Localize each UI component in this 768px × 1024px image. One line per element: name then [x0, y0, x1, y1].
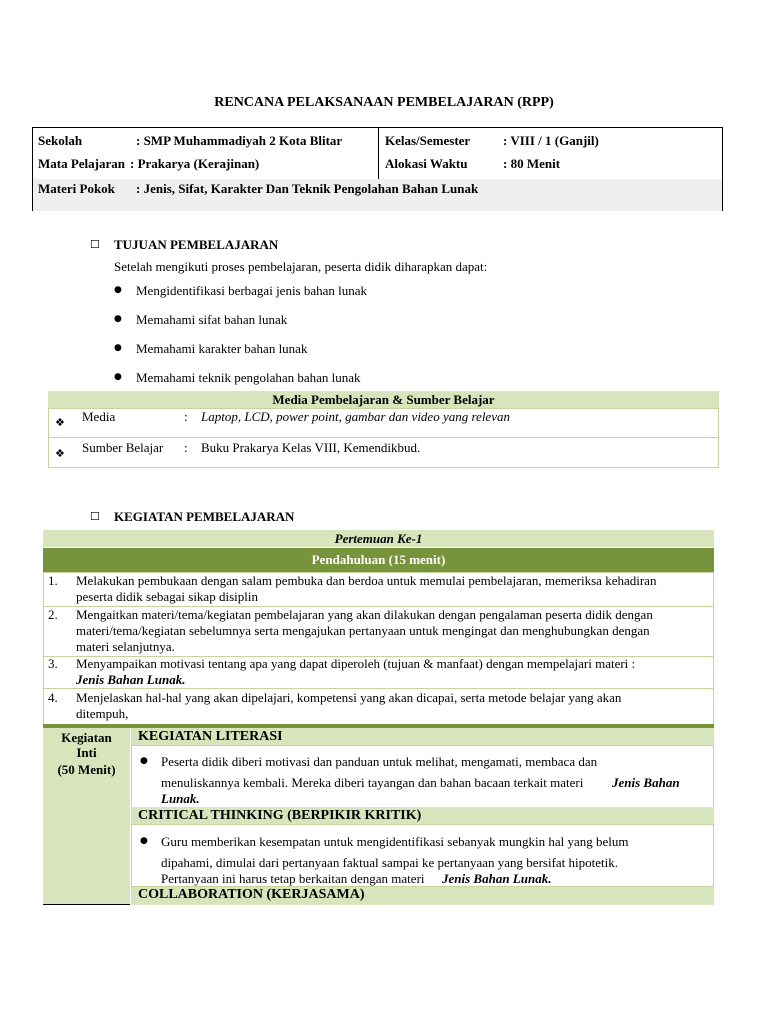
mapel-label: Mata Pelajaran	[38, 156, 126, 171]
media-heading: Media Pembelajaran & Sumber Belajar	[48, 391, 719, 408]
checkbox-icon: ☐	[90, 238, 100, 251]
bullet-icon: ●	[114, 372, 122, 382]
bullet-icon: ●	[114, 343, 122, 353]
critical-text: Guru memberikan kesempatan untuk mengidentifikasi sebanyak mungkin hal yang belum	[161, 834, 629, 849]
critical-text: dipahami, dimulai dari pertanyaan faktual sampai ke pertanyaan yang bersifat hipotetik.	[161, 855, 618, 870]
checkbox-icon: ☐	[90, 510, 100, 523]
pertemuan-label: Pertemuan Ke-1	[43, 530, 714, 547]
alokasi-value: : 80 Menit	[503, 156, 561, 171]
media-value: Laptop, LCD, power point, gambar dan video yang relevan	[201, 409, 510, 424]
alokasi-label: Alokasi Waktu	[385, 156, 468, 171]
step-number: 1.	[48, 573, 58, 588]
bullet-icon: ●	[140, 756, 148, 766]
step-text: ditempuh,	[76, 706, 129, 721]
bullet-icon: ●	[114, 314, 122, 324]
step-text: Melakukan pembukaan dengan salam pembuka dan berdoa untuk memulai pembelajaran, memeriksa kehadiran	[76, 573, 657, 588]
inti-label: Inti	[76, 745, 97, 760]
literasi-text: menuliskannya kembali. Mereka diberi tayangan dan bahan bacaan terkait materi	[161, 775, 584, 790]
sekolah-label: Sekolah	[38, 133, 83, 148]
step-emphasis: Jenis Bahan Lunak.	[76, 672, 186, 687]
collab-heading: COLLABORATION (KERJASAMA)	[138, 887, 365, 902]
literasi-emphasis: Lunak.	[161, 791, 200, 806]
info-table	[32, 127, 723, 211]
kelas-label: Kelas/Semester	[385, 133, 471, 148]
step-text: materi/tema/kegiatan sebelumnya serta mengajukan pertanyaan untuk mengingat dan menghubungkan dengan	[76, 623, 650, 638]
mapel-value: : Prakarya (Kerajinan)	[130, 156, 260, 171]
sumber-sep: :	[184, 440, 188, 455]
tujuan-item: Memahami karakter bahan lunak	[136, 341, 308, 356]
pendahuluan-header: Pendahuluan (15 menit)	[43, 548, 714, 572]
literasi-emphasis: Jenis Bahan	[612, 775, 680, 790]
critical-text: Pertanyaan ini harus tetap berkaitan dengan materi	[161, 871, 425, 886]
media-sep: :	[184, 409, 188, 424]
literasi-heading: KEGIATAN LITERASI	[138, 729, 283, 744]
step-number: 2.	[48, 607, 58, 622]
tujuan-item: Memahami teknik pengolahan bahan lunak	[136, 370, 361, 385]
critical-emphasis: Jenis Bahan Lunak.	[442, 871, 552, 886]
bullet-icon: ●	[140, 836, 148, 846]
info-divider	[378, 128, 379, 179]
kegiatan-heading: KEGIATAN PEMBELAJARAN	[114, 509, 295, 524]
tujuan-item: Memahami sifat bahan lunak	[136, 312, 288, 327]
literasi-text: Peserta didik diberi motivasi dan panduan untuk melihat, mengamati, membaca dan	[161, 754, 598, 769]
step-text: Mengaitkan materi/tema/kegiatan pembelajaran yang akan dilakukan dengan pengalaman peserta didik dengan	[76, 607, 653, 622]
info-row-top	[33, 128, 722, 180]
sumber-label: Sumber Belajar	[82, 440, 164, 455]
step-number: 4.	[48, 690, 58, 705]
info-row-materi	[33, 179, 722, 211]
document-title: RENCANA PELAKSANAAN PEMBELAJARAN (RPP)	[214, 95, 554, 110]
step-text: peserta didik sebagai sikap disiplin	[76, 589, 258, 604]
sumber-value: Buku Prakarya Kelas VIII, Kemendikbud.	[201, 440, 421, 455]
diamond-bullet-icon: ❖	[55, 416, 65, 429]
sekolah-value: : SMP Muhammadiyah 2 Kota Blitar	[136, 133, 343, 148]
step-number: 3.	[48, 656, 58, 671]
media-label: Media	[82, 409, 116, 424]
critical-heading: CRITICAL THINKING (BERPIKIR KRITIK)	[138, 808, 422, 823]
step-text: Menjelaskan hal-hal yang akan dipelajari, kompetensi yang akan dicapai, serta metode belajar yang akan	[76, 690, 622, 705]
inti-duration: (50 Menit)	[57, 762, 116, 777]
materi-value: : Jenis, Sifat, Karakter Dan Teknik Pengolahan Bahan Lunak	[136, 181, 479, 196]
bullet-icon: ●	[114, 285, 122, 295]
kelas-value: : VIII / 1 (Ganjil)	[503, 133, 599, 148]
materi-label: Materi Pokok	[38, 181, 115, 196]
tujuan-intro: Setelah mengikuti proses pembelajaran, peserta didik diharapkan dapat:	[114, 259, 488, 274]
diamond-bullet-icon: ❖	[55, 447, 65, 460]
inti-label: Kegiatan	[61, 730, 112, 745]
step-text: Menyampaikan motivasi tentang apa yang dapat diperoleh (tujuan & manfaat) dengan mempelajari materi :	[76, 656, 636, 671]
step-text: materi selanjutnya.	[76, 639, 175, 654]
tujuan-item: Mengidentifikasi berbagai jenis bahan lunak	[136, 283, 368, 298]
tujuan-heading: TUJUAN PEMBELAJARAN	[114, 237, 279, 252]
